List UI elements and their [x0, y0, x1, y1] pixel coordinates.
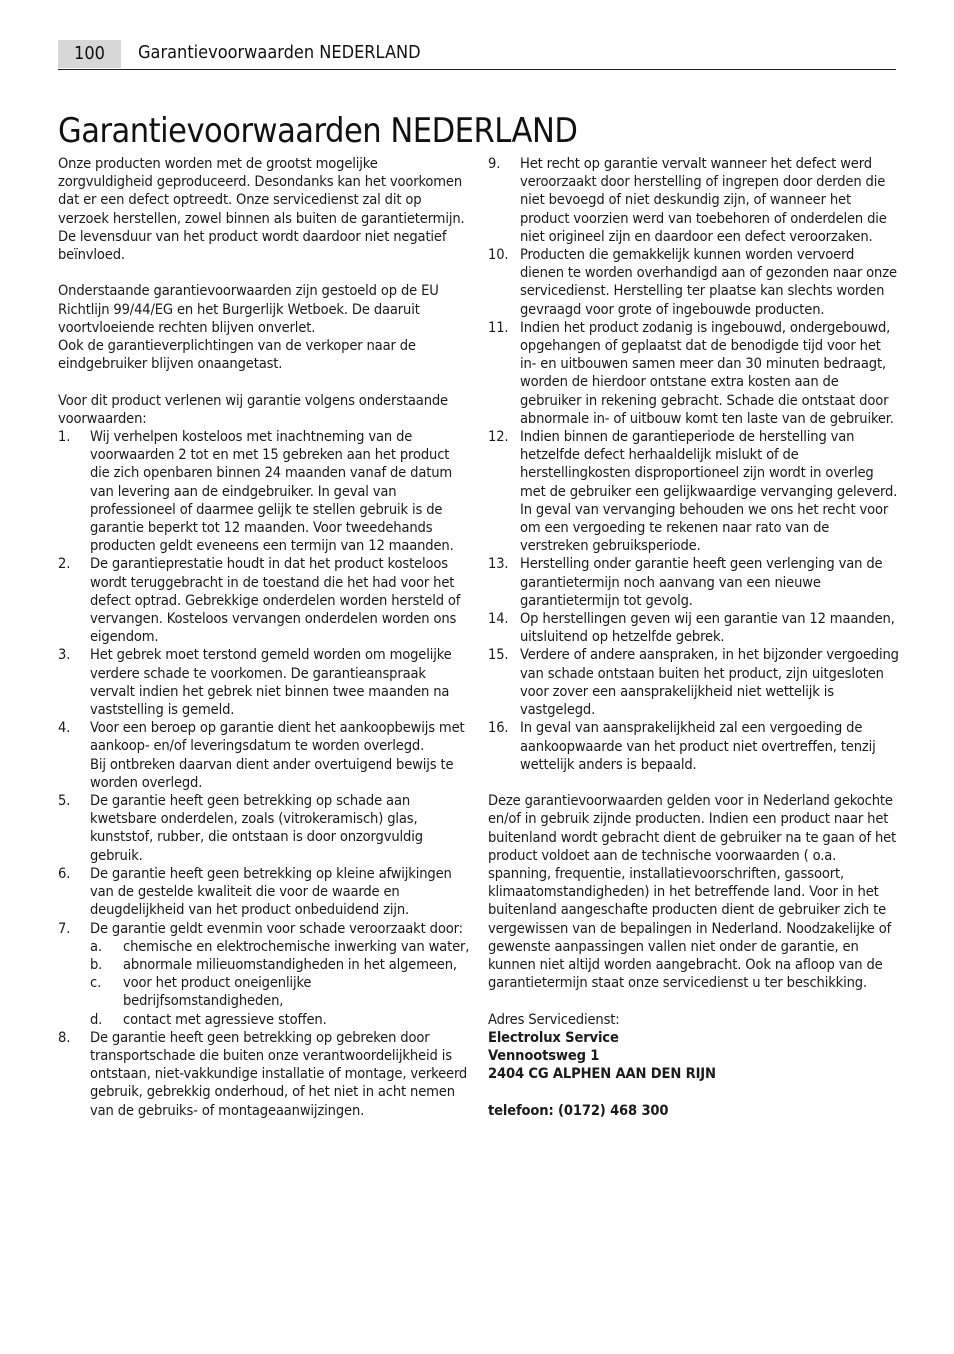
list-text: In geval van aansprakelijkheid zal een vergoeding de aankoopwaarde van het product niet overtreffen, tenzij wettelijk anders is bepaald. [520, 719, 876, 773]
intro-paragraph-2: Onderstaande garantievoorwaarden zijn gestoeld op de EU Richtlijn 99/44/EG en het Burgerlijk Wetboek. De daaruit voortvloeiende rechten blijven onverlet. [58, 282, 439, 336]
list-number: 6. [58, 864, 71, 882]
list-item [488, 610, 900, 646]
list-number: 1. [58, 428, 71, 446]
list-number: 14. [488, 610, 509, 628]
list-item [488, 319, 900, 428]
list-item [488, 428, 900, 555]
list-number: 2. [58, 555, 71, 573]
list-number: 8. [58, 1028, 71, 1046]
list-text: Producten die gemakkelijk kunnen worden vervoerd dienen te worden overhandigd aan of gezonden naar onze servicedienst. Herstelling ter plaatse kan slechts worden gevraagd voor grote of ingebouwde producten. [520, 246, 897, 318]
list-text: Verdere of andere aanspraken, in het bijzonder vergoeding van schade ontstaan buiten het product, zijn uitgesloten voor zover een aansprakelijkheid niet wettelijk is vastgelegd. [520, 646, 899, 719]
page-title: Garantievoorwaarden NEDERLAND [58, 111, 578, 151]
list-text: De garantie heeft geen betrekking op gebreken door transportschade die buiten onze verantwoordelijkheid is ontstaan, niet-vakkundige installatie of montage, verkeerd gebruik, gebrekkig onderhoud, of het niet in acht nemen van de gebruiks- of montageaanwijzingen. [90, 1028, 468, 1119]
list-item [488, 555, 900, 610]
sub-list-text: contact met agressieve stoffen. [123, 1010, 327, 1028]
list-number: 4. [58, 719, 71, 737]
list-item [488, 246, 900, 319]
intro-paragraph-4: Voor dit product verlenen wij garantie volgens onderstaande voorwaarden: [58, 391, 448, 427]
list-number: 3. [58, 646, 71, 664]
sub-list-letter: a. [90, 937, 102, 955]
list-number: 5. [58, 792, 71, 810]
list-text: Het gebrek moet terstond gemeld worden om mogelijke verdere schade te voorkomen. De garantieanspraak vervalt indien het gebrek niet binnen twee maanden na vaststelling is gemeld. [90, 646, 452, 719]
list-item [488, 719, 900, 774]
address-street: Vennootsweg 1 [488, 1046, 600, 1064]
address-city: 2404 CG ALPHEN AAN DEN RIJN [488, 1065, 716, 1083]
list-item [58, 792, 470, 865]
list-item [58, 646, 470, 719]
list-item [58, 920, 470, 1029]
sub-list-text: voor het product oneigenlijke bedrijfsomstandigheden, [123, 974, 312, 1010]
list-text: Indien het product zodanig is ingebouwd, ondergebouwd, opgehangen of geplaatst dat de benodigde tijd voor het in- en uitbouwen samen meer dan 30 minuten bedraagt, worden de hierdoor ontstane extra kosten aan de gebruiker in rekening gebracht. Schade die ontstaat door abnormale in- of uitbouw komt ten laste van de gebruiker. [520, 318, 894, 427]
address-company: Electrolux Service [488, 1028, 619, 1046]
list-item [488, 155, 900, 246]
sub-list-letter: b. [90, 955, 103, 973]
sub-list-text: chemische en elektrochemische inwerking van water, [123, 937, 470, 955]
list-text: Voor een beroep op garantie dient het aankoopbewijs met aankoop- en/of leveringsdatum te worden overlegd. [90, 719, 465, 755]
sub-list-item [90, 1011, 470, 1029]
right-column [488, 155, 900, 1120]
list-item [58, 719, 470, 792]
sub-list-item [90, 956, 470, 974]
sub-list-text: abnormale milieuomstandigheden in het algemeen, [123, 955, 457, 973]
list-item [488, 646, 900, 719]
list-text: De garantie geldt evenmin voor schade veroorzaakt door: [90, 919, 463, 937]
list-number: 10. [488, 246, 509, 264]
header-title: Garantievoorwaarden NEDERLAND [138, 42, 421, 63]
list-item [58, 555, 470, 646]
page-header [58, 40, 896, 70]
list-number: 13. [488, 555, 509, 573]
list-number: 7. [58, 919, 71, 937]
list-text: Het recht op garantie vervalt wanneer het defect werd veroorzaakt door herstelling of ingrepen door derden die niet bevoegd of niet deskundig zijn, of wanneer het product voorzien werd van toebehoren of onderdelen die niet origineel zijn en daardoor een defect veroorzaken. [520, 155, 887, 245]
list-item [58, 1029, 470, 1120]
page-number: 100 [58, 40, 121, 68]
list-text: Wij verhelpen kosteloos met inachtneming van de voorwaarden 2 tot en met 15 gebreken aan het product die zich openbaren binnen 24 maanden vanaf de datum van levering aan de eindgebruiker. In geval van professioneel of daarmee gelijk te stellen gebruik is de garantie beperkt tot 12 maanden. Voor tweedehands producten geldt eveneens een termijn van 12 maanden. [90, 428, 454, 555]
list-text-continued: Bij ontbreken daarvan dient ander overtuigend bewijs te worden overlegd. [90, 755, 454, 791]
list-text: De garantieprestatie houdt in dat het product kosteloos wordt teruggebracht in de toestand die het had voor het defect optrad. Gebrekkige onderdelen worden hersteld of vervangen. Kosteloos vervangen onderdelen worden ons eigendom. [90, 555, 461, 646]
list-item [58, 865, 470, 920]
list-text: Indien binnen de garantieperiode de herstelling van hetzelfde defect herhaaldelijk mislukt of de herstellingkosten disproportioneel zijn wordt in overleg met de gebruiker een gelijkwaardige vervanging geleverd. In geval van vervanging behouden we ons het recht voor om een vergoeding te rekenen naar rato van de verstreken gebruiksperiode. [520, 428, 898, 555]
address-label: Adres Servicedienst: [488, 1010, 620, 1028]
phone-number: telefoon: (0172) 468 300 [488, 1101, 669, 1119]
sub-list-item [90, 974, 470, 1010]
list-text: De garantie heeft geen betrekking op kleine afwijkingen van de gestelde kwaliteit die voor de waarde en deugdelijkheid van het product onbeduidend zijn. [90, 864, 452, 919]
list-text: Herstelling onder garantie heeft geen verlenging van de garantietermijn noch aanvang van een nieuwe garantietermijn tot gevolg. [520, 555, 883, 609]
sub-list-letter: d. [90, 1010, 103, 1028]
list-text: Op herstellingen geven wij een garantie van 12 maanden, uitsluitend op hetzelfde gebrek. [520, 610, 895, 646]
sub-list-letter: c. [90, 974, 102, 992]
list-number: 9. [488, 155, 501, 172]
list-text: De garantie heeft geen betrekking op schade aan kwetsbare onderdelen, zoals (vitrokeramisch) glas, kunststof, rubber, die ontstaan is door onzorgvuldig gebruik. [90, 792, 423, 864]
list-number: 12. [488, 428, 509, 446]
list-item [58, 428, 470, 555]
list-number: 11. [488, 318, 509, 336]
left-column [58, 155, 470, 1120]
intro-paragraph-3: Ook de garantieverplichtingen van de verkoper naar de eindgebruiker blijven onaangetast. [58, 337, 416, 373]
list-number: 15. [488, 646, 509, 664]
closing-paragraph: Deze garantievoorwaarden gelden voor in Nederland gekochte en/of in gebruik zijnde producten. Indien een product naar het buitenland wordt gebracht dient de gebruiker na te gaan of het product voldoet aan de technische voorwaarden ( o.a. spanning, frequentie, installatievoorschriften, gassoort, klimaatomstandigheden) in het betreffende land. Voor in het buitenland aangeschafte producten dient de gebruiker zich te vergewissen van de bepalingen in Nederland. Noodzakelijke of gewenste aanpassingen vallen niet onder de garantie, en kunnen niet altijd worden aangebracht. Ook na afloop van de garantietermijn staat onze servicedienst u ter beschikking. [488, 792, 897, 992]
list-number: 16. [488, 719, 509, 737]
intro-paragraph-1: Onze producten worden met de grootst mogelijke zorgvuldigheid geproduceerd. Desondanks kan het voorkomen dat er een defect optreedt. Onze servicedienst zal dit op verzoek herstellen, zowel binnen als buiten de garantietermijn. De levensduur van het product wordt daardoor niet negatief beïnvloed. [58, 155, 465, 264]
sub-list-item [90, 938, 470, 956]
